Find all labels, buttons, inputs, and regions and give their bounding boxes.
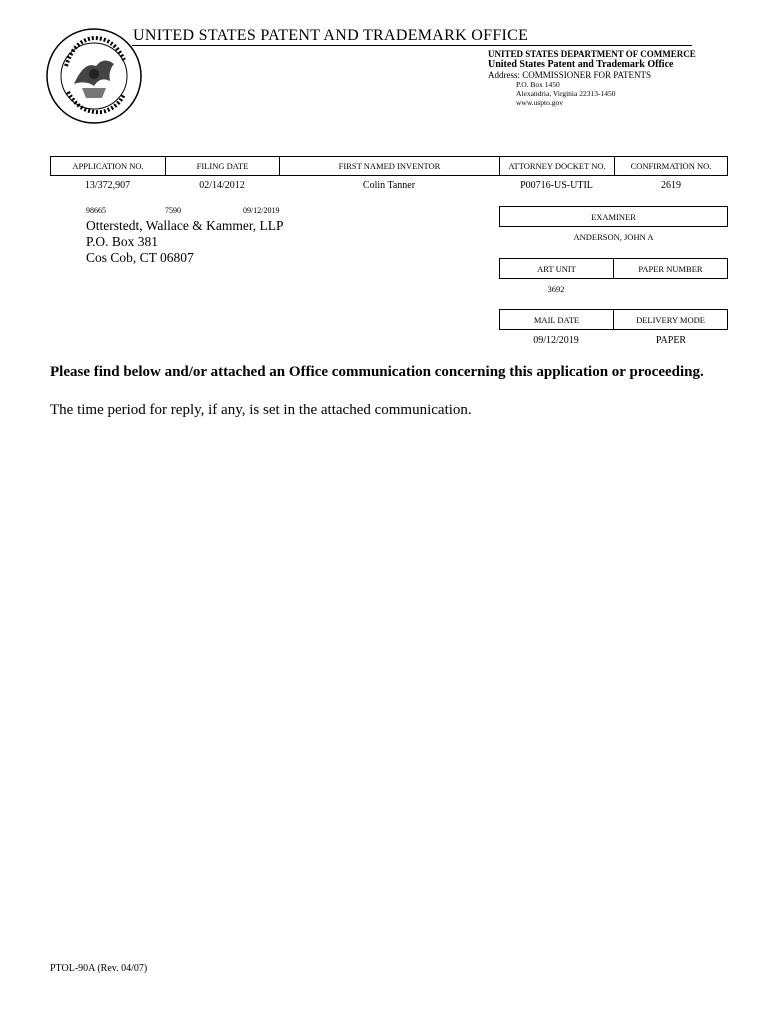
address-block (516, 80, 615, 107)
address-line (488, 70, 651, 80)
header-confirmation-no: CONFIRMATION NO. (614, 156, 728, 176)
address-label: Address: (488, 70, 520, 80)
paper-number-label: PAPER NUMBER (613, 259, 727, 278)
reply-period-note: The time period for reply, if any, is set in the attached communication. (50, 402, 472, 418)
office-name: United States Patent and Trademark Office (488, 59, 674, 70)
form-identifier: PTOL-90A (Rev. 04/07) (50, 963, 148, 974)
correspondence-city: Cos Cob, CT 06807 (86, 250, 194, 265)
examiner-box (499, 206, 728, 227)
examiner-name: ANDERSON, JOHN A (573, 232, 654, 242)
value-application-no: 13/372,907 (84, 180, 131, 191)
correspondence-date: 09/12/2019 (243, 206, 280, 215)
address-city: Alexandria, Virginia 22313-1450 (516, 89, 616, 98)
office-communication-notice: Please find below and/or attached an Office communication concerning this application or proceeding. (50, 364, 704, 380)
delivery-mode-label: DELIVERY MODE (613, 310, 727, 329)
examiner-label: EXAMINER (591, 211, 636, 222)
mail-date-label: MAIL DATE (533, 314, 580, 325)
application-table-header (50, 156, 728, 176)
delivery-mode-value: PAPER (655, 335, 687, 346)
art-unit-value: 3692 (547, 284, 565, 294)
title-rule (132, 45, 692, 46)
customer-number: 98665 (86, 206, 106, 215)
application-table-values (50, 180, 728, 191)
art-unit-box (499, 258, 728, 279)
correspondence-address (86, 218, 284, 266)
value-filing-date: 02/14/2012 (199, 180, 245, 191)
header-filing-date: FILING DATE (165, 156, 279, 176)
uspto-seal-icon (44, 26, 144, 126)
value-first-named-inventor: Colin Tanner (362, 180, 416, 191)
correspondence-po-box: P.O. Box 381 (86, 234, 159, 249)
correspondence-firm: Otterstedt, Wallace & Kammer, LLP (86, 218, 284, 233)
header-first-named-inventor: FIRST NAMED INVENTOR (279, 156, 499, 176)
department-name: UNITED STATES DEPARTMENT OF COMMERCE (488, 49, 696, 59)
art-unit-label: ART UNIT (537, 263, 576, 274)
value-confirmation-no: 2619 (661, 180, 681, 191)
address-name: COMMISSIONER FOR PATENTS (522, 70, 651, 80)
mail-date-value: 09/12/2019 (533, 335, 579, 346)
address-website: www.uspto.gov (516, 98, 564, 107)
header-attorney-docket-no: ATTORNEY DOCKET NO. (499, 156, 614, 176)
header-application-no: APPLICATION NO. (50, 156, 165, 176)
address-po-box: P.O. Box 1450 (516, 80, 560, 89)
office-title: UNITED STATES PATENT AND TRADEMARK OFFICE (133, 27, 529, 44)
mail-box (499, 309, 728, 330)
correspondence-code: 7590 (165, 206, 181, 215)
value-attorney-docket-no: P00716-US-UTIL (520, 180, 593, 191)
